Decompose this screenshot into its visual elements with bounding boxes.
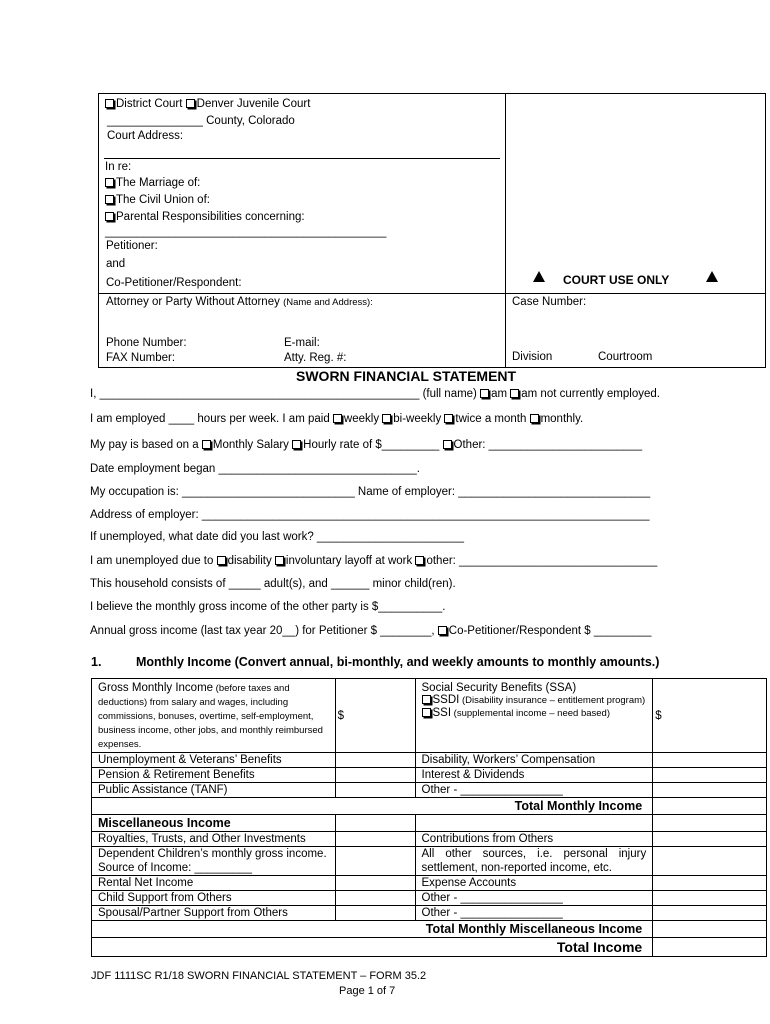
- district-court-label: District Court: [116, 98, 183, 110]
- district-court-checkbox[interactable]: [105, 99, 114, 108]
- court-options: [105, 98, 310, 110]
- not-employed-label: am not currently employed.: [521, 388, 660, 400]
- table-cell: Rental Net Income: [92, 876, 336, 891]
- ssi-row: [422, 708, 653, 719]
- in-re-label: In re:: [105, 161, 132, 173]
- hours-text[interactable]: I am employed ____ hours per week. I am paid: [90, 413, 333, 425]
- royalties-cell: Royalties, Trusts, and Other Investments: [92, 832, 336, 847]
- table-cell: Spousal/Partner Support from Others: [92, 906, 336, 921]
- ssi-checkbox[interactable]: [422, 708, 431, 717]
- attorney-label-sub: (Name and Address):: [283, 297, 373, 308]
- footer-form-id: JDF 1111SC R1/18 SWORN FINANCIAL STATEMENT – FORM 35.2: [91, 970, 427, 982]
- table-row: [92, 768, 767, 783]
- civil-union-checkbox[interactable]: [105, 195, 114, 204]
- twice-month-checkbox[interactable]: [444, 414, 453, 423]
- table-cell: [415, 815, 653, 832]
- amount-cell[interactable]: [335, 906, 415, 921]
- table-cell: Pension & Retirement Benefits: [92, 768, 336, 783]
- monthly-checkbox[interactable]: [530, 414, 539, 423]
- table-cell: Interest & Dividends: [415, 768, 653, 783]
- employed-checkbox[interactable]: [480, 389, 489, 398]
- copetitioner-label: Co-Petitioner/Respondent:: [106, 277, 242, 289]
- gross-income-title: Gross Monthly Income: [98, 682, 214, 694]
- weekly-label: weekly: [343, 413, 383, 425]
- ssa-cell: [415, 679, 653, 753]
- case-type-marriage: [105, 177, 200, 189]
- and-label: and: [106, 258, 126, 270]
- table-row: [92, 847, 767, 876]
- petitioner-label: Petitioner:: [106, 240, 158, 252]
- biweekly-checkbox[interactable]: [382, 414, 391, 423]
- court-address-underline: [104, 158, 500, 159]
- line-other-party-income[interactable]: I believe the monthly gross income of the other party is $__________.: [90, 601, 446, 613]
- line-occupation[interactable]: My occupation is: ___________________________ Name of employer: ______________________________: [90, 486, 651, 498]
- table-row: [92, 753, 767, 768]
- case-type-civil-union: [105, 194, 210, 206]
- gross-income-detail-a: (before taxes and: [213, 683, 290, 694]
- table-row-gross: [92, 679, 767, 753]
- income-table: [91, 678, 767, 957]
- monthly-salary-label: Monthly Salary: [212, 439, 293, 451]
- amount-cell: [335, 815, 415, 832]
- total-misc-income-label: Total Monthly Miscellaneous Income: [92, 921, 653, 938]
- atty-reg-label: Atty. Reg. #:: [284, 352, 347, 364]
- gross-income-amount[interactable]: [335, 679, 415, 753]
- section-1-heading: Monthly Income (Convert annual, bi-monthly, and weekly amounts to monthly amounts.): [136, 655, 660, 669]
- table-row: [92, 891, 767, 906]
- division-label: Division: [512, 351, 553, 363]
- ssa-dollar: $: [655, 709, 662, 722]
- table-cell: Expense Accounts: [415, 876, 653, 891]
- section-1-number: 1.: [91, 655, 102, 669]
- ssa-amount[interactable]: [653, 679, 767, 753]
- hourly-rate-label[interactable]: Hourly rate of $_________: [303, 439, 443, 451]
- parental-checkbox[interactable]: [105, 212, 114, 221]
- amount-cell[interactable]: [653, 847, 767, 876]
- ssdi-row: [422, 695, 653, 706]
- marriage-checkbox[interactable]: [105, 178, 114, 187]
- triangle-right-icon: [706, 271, 718, 285]
- amount-cell: [653, 815, 767, 832]
- other-pay-checkbox[interactable]: [443, 440, 452, 449]
- gross-income-cell: [92, 679, 336, 753]
- amount-cell[interactable]: [653, 891, 767, 906]
- case-number-label: Case Number:: [512, 296, 587, 308]
- line-last-work[interactable]: If unemployed, what date did you last work? _______________________: [90, 531, 465, 543]
- misc-income-heading: Miscellaneous Income: [92, 815, 336, 832]
- line-unemployed: [90, 555, 657, 567]
- table-cell[interactable]: Other - ________________: [415, 783, 653, 798]
- line-full-name: [90, 388, 660, 400]
- line-hours: [90, 413, 583, 425]
- total-misc-income-amount[interactable]: [653, 921, 767, 938]
- amount-cell[interactable]: [653, 753, 767, 768]
- copetitioner-income-checkbox[interactable]: [438, 626, 447, 635]
- line-employer-address[interactable]: Address of employer: ______________________________________________________________________: [90, 509, 650, 521]
- amount-cell[interactable]: [653, 876, 767, 891]
- amount-cell[interactable]: [335, 891, 415, 906]
- ssi-label: SSI: [432, 707, 452, 720]
- fax-label: FAX Number:: [106, 352, 176, 364]
- table-cell: Unemployment & Veterans’ Benefits: [92, 753, 336, 768]
- table-row-total-misc: [92, 921, 767, 938]
- table-cell[interactable]: Other - ________________: [415, 891, 653, 906]
- table-cell[interactable]: Other - ________________: [415, 906, 653, 921]
- county-line: _______________ County, Colorado: [107, 115, 295, 127]
- ssi-detail: (supplemental income – need based): [451, 708, 611, 720]
- copetitioner-income-label[interactable]: Co-Petitioner/Respondent $ _________: [448, 625, 652, 637]
- ssdi-detail: (Disability insurance – entitlement program): [459, 695, 646, 706]
- table-row: [92, 876, 767, 891]
- all-other-sources-cell: All other sources, i.e. personal injury settlement, non-reported income, etc.: [415, 847, 653, 876]
- parental-label: Parental Responsibilities concerning:: [116, 211, 305, 223]
- monthly-label: monthly.: [540, 413, 584, 425]
- hourly-rate-checkbox[interactable]: [292, 440, 301, 449]
- form-title: SWORN FINANCIAL STATEMENT: [296, 368, 517, 384]
- total-monthly-income-amount[interactable]: [653, 798, 767, 815]
- weekly-checkbox[interactable]: [333, 414, 342, 423]
- table-cell: Child Support from Others: [92, 891, 336, 906]
- caption-divider-vertical: [505, 93, 506, 368]
- other-reason-label[interactable]: other: _______________________________: [426, 555, 658, 567]
- table-row: [92, 906, 767, 921]
- court-use-only-label: COURT USE ONLY: [563, 273, 670, 287]
- amount-cell[interactable]: [335, 832, 415, 847]
- amount-cell[interactable]: [335, 768, 415, 783]
- ssdi-checkbox[interactable]: [422, 695, 431, 704]
- amount-cell[interactable]: [653, 832, 767, 847]
- total-income-label: Total Income: [92, 938, 653, 957]
- amount-cell[interactable]: [653, 768, 767, 783]
- full-name-text[interactable]: I, __________________________________________________ (full name): [90, 388, 481, 400]
- contributions-cell: Contributions from Others: [415, 832, 653, 847]
- case-type-parental: [105, 211, 305, 223]
- layoff-label: involuntary layoff at work: [285, 555, 416, 567]
- amount-cell[interactable]: [335, 753, 415, 768]
- table-row-total-monthly: [92, 798, 767, 815]
- table-row: [92, 783, 767, 798]
- biweekly-label: bi-weekly: [393, 413, 445, 425]
- line-date-employment[interactable]: Date employment began _______________________________.: [90, 463, 420, 475]
- twice-month-label: twice a month: [455, 413, 530, 425]
- ssdi-label: SSDI: [432, 694, 460, 706]
- denver-juvenile-court-label: Denver Juvenile Court: [196, 98, 311, 110]
- amount-cell[interactable]: [335, 876, 415, 891]
- marriage-label: The Marriage of:: [116, 177, 201, 189]
- unemployed-text: I am unemployed due to: [90, 555, 217, 567]
- table-cell: Public Assistance (TANF): [92, 783, 336, 798]
- monthly-salary-checkbox[interactable]: [202, 440, 211, 449]
- not-employed-checkbox[interactable]: [510, 389, 519, 398]
- employed-label: am: [491, 388, 511, 400]
- gross-dollar: $: [337, 709, 345, 722]
- pay-basis-text: My pay is based on a: [90, 439, 202, 451]
- footer-page-number: Page 1 of 7: [339, 985, 396, 997]
- party-name-blank[interactable]: ____________________________________________: [105, 226, 387, 238]
- line-annual-income: [90, 625, 651, 637]
- denver-juvenile-court-checkbox[interactable]: [186, 99, 195, 108]
- total-monthly-income-label: Total Monthly Income: [92, 798, 653, 815]
- triangle-left-icon: [533, 271, 545, 285]
- amount-cell[interactable]: [653, 906, 767, 921]
- annual-income-text[interactable]: Annual gross income (last tax year 20__) for Petitioner $ ________,: [90, 625, 438, 637]
- amount-cell[interactable]: [335, 783, 415, 798]
- courtroom-label: Courtroom: [598, 351, 653, 363]
- other-pay-label[interactable]: Other: ________________________: [453, 439, 643, 451]
- table-cell: Disability, Workers’ Compensation: [415, 753, 653, 768]
- attorney-label-text: Attorney or Party Without Attorney: [106, 296, 280, 308]
- table-row-total-income: [92, 938, 767, 957]
- line-household[interactable]: This household consists of _____ adult(s), and ______ minor child(ren).: [90, 578, 456, 590]
- total-income-amount[interactable]: [653, 938, 767, 957]
- amount-cell[interactable]: [335, 847, 415, 876]
- table-row-misc-heading: [92, 815, 767, 832]
- phone-label: Phone Number:: [106, 337, 187, 349]
- dependent-income-cell[interactable]: Dependent Children’s monthly gross income. Source of Income: _________: [92, 847, 336, 876]
- court-address-label: Court Address:: [107, 130, 184, 142]
- line-pay-basis: [90, 439, 642, 451]
- caption-divider-horizontal: [98, 293, 766, 294]
- disability-label: disability: [227, 555, 275, 567]
- amount-cell[interactable]: [653, 783, 767, 798]
- ssa-label: Social Security Benefits (SSA): [421, 682, 577, 694]
- email-label: E-mail:: [284, 337, 320, 349]
- civil-union-label: The Civil Union of:: [116, 194, 210, 206]
- other-reason-checkbox[interactable]: [415, 556, 424, 565]
- layoff-checkbox[interactable]: [275, 556, 284, 565]
- disability-checkbox[interactable]: [217, 556, 226, 565]
- gross-income-detail-b: deductions) from salary and wages, including commissions, bonuses, overtime, self-employment, business income, other jobs, and monthly reimbursed expenses.: [98, 697, 323, 750]
- attorney-label: [106, 296, 373, 308]
- table-row: [92, 832, 767, 847]
